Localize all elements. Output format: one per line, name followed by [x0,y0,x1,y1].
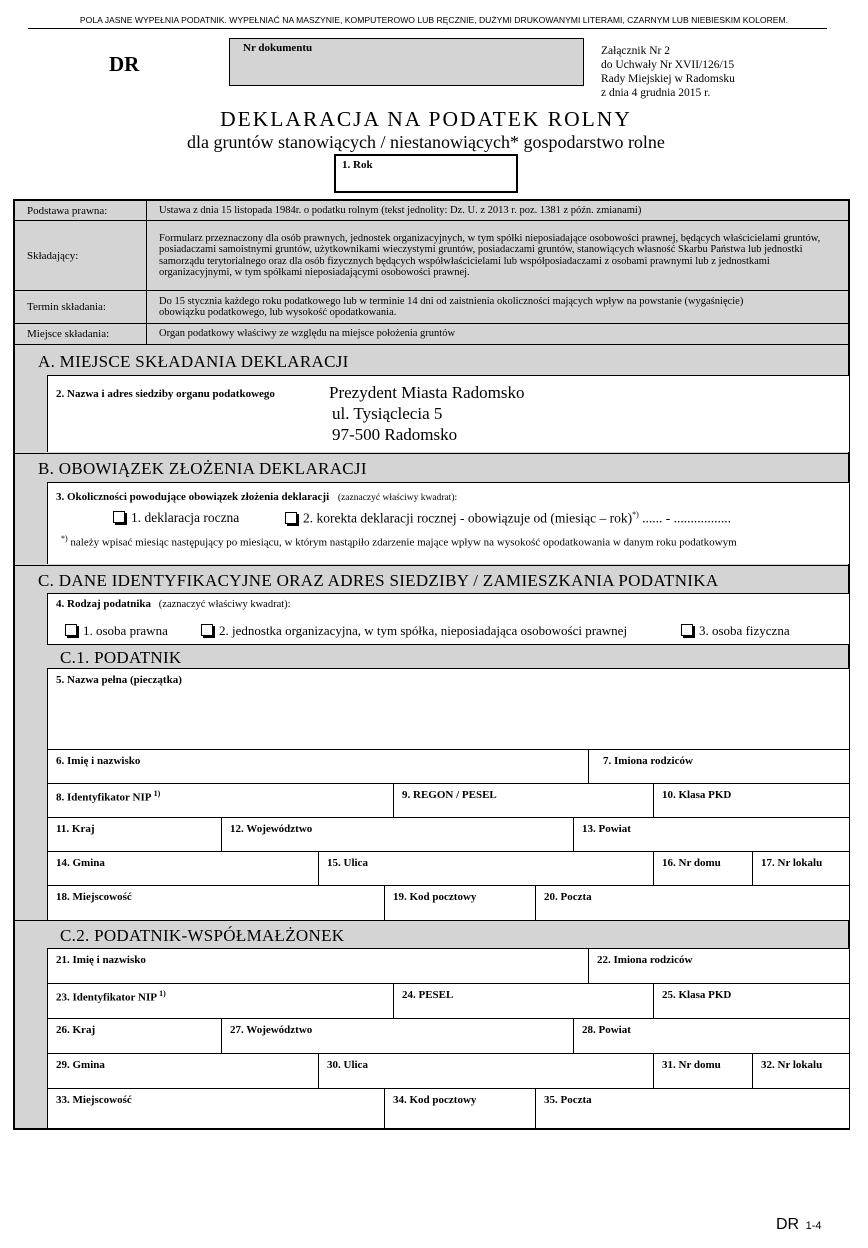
nip-field[interactable] [47,783,394,818]
annex-line: Załącznik Nr 2 [601,45,670,57]
spouse-name-surname-label: 21. Imię i nazwisko [56,954,146,966]
deadline-label: Termin składania: [27,301,106,313]
spouse-name-surname-field[interactable] [47,948,589,984]
post-office-field[interactable] [535,885,849,920]
name-surname-field[interactable] [47,749,589,784]
annex-info [601,44,735,100]
pkd-label: 10. Klasa PKD [662,789,732,801]
option-org-unit[interactable] [201,623,627,639]
spouse-house-number-field[interactable] [653,1053,753,1089]
obligation-footnote [61,534,737,549]
section-b-title: B. OBOWIĄZEK ZŁOŻENIA DEKLARACJI [38,459,367,478]
postal-code-field[interactable] [384,885,536,920]
option-legal-person[interactable] [65,623,168,639]
legal-basis-text: Ustawa z dnia 15 listopada 1984r. o podatku rolnym (tekst jednolity: Dz. U. z 2013 r. poz. 1381 z późn. zmianami) [159,204,642,216]
checkbox-annual[interactable] [113,511,125,523]
option-annual-label: 1. deklaracja roczna [131,510,240,525]
divider [14,453,850,454]
address-line: ul. Tysiąclecia 5 [332,404,443,423]
spouse-county-field[interactable] [573,1018,849,1054]
option-correction[interactable] [285,510,731,527]
obligation-hint: (zaznaczyć właściwy kwadrat): [337,493,458,503]
spouse-nip-label-text: 23. Identyfikator NIP [56,991,157,1004]
spouse-street-field[interactable] [318,1053,654,1089]
taxpayer-type-label [56,598,291,610]
footnote-text: należy wpisać miesiąc następujący po miesiącu, w którym nastąpiło zdarzenie mające wpływ na wysokość opodatkowania w danym roku podatkowym [70,536,737,549]
spouse-voivodeship-field[interactable] [221,1018,574,1054]
street-label: 15. Ulica [327,857,368,869]
apartment-number-field[interactable] [752,851,849,886]
county-field[interactable] [573,817,849,852]
country-field[interactable] [47,817,222,852]
place-label: Miejsce składania: [27,328,110,340]
commune-label: 14. Gmina [56,857,105,869]
street-field[interactable] [318,851,654,886]
year-field[interactable] [334,154,518,193]
form-code: DR [109,52,140,76]
filer-label: Składający: [27,249,79,262]
spouse-commune-label: 29. Gmina [56,1059,105,1071]
parents-names-field[interactable] [588,749,849,784]
spouse-street-label: 30. Ulica [327,1059,368,1071]
spouse-postal-code-field[interactable] [384,1088,536,1128]
spouse-nip-field[interactable] [47,983,394,1019]
option-legal-person-label: 1. osoba prawna [83,623,168,638]
table-column-divider [146,201,147,344]
city-label: 18. Miejscowość [56,891,132,903]
spouse-pesel-label: 24. PESEL [402,989,454,1001]
annex-line: do Uchwały Nr XVII/126/15 [601,59,735,71]
taxpayer-type-hint: (zaznaczyć właściwy kwadrat): [158,599,291,610]
voivodeship-label: 12. Województwo [230,823,313,835]
header-rule [28,28,827,29]
page-footer [776,1216,821,1234]
spouse-parents-names-field[interactable] [588,948,849,984]
legal-basis-label: Podstawa prawna: [27,204,108,217]
spouse-voivodeship-label: 27. Województwo [230,1024,313,1036]
commune-field[interactable] [47,851,319,886]
tax-office-address [329,382,524,445]
divider [14,920,850,921]
option-annual[interactable] [113,510,239,526]
taxpayer-type-label-text: 4. Rodzaj podatnika [56,598,152,610]
spouse-nip-label [56,989,166,1004]
country-label: 11. Kraj [56,823,95,835]
option-correction-label: 2. korekta deklaracji rocznej - obowiązuje od (miesiąc – rok) [303,510,633,526]
year-label: 1. Rok [342,159,373,171]
filer-text: Formularz przeznaczony dla osób prawnych, jednostek organizacyjnych, w tym spółki nieposiadające osobowości prawnej, będących właścicielami gruntów, posiadaczami samoistnymi gruntów, użytkownikami wieczystymi gruntów, posiadaczami gruntów, stanowiących własność Skarbu Państwa lub jednostki samorządu terytorialnego oraz dla osób fizycznych będących współwłaścicielami lub współposiadaczami z osobami prawnymi lub z jednostkami organizacyjnymi, w tym spółkami nieposiadającymi osobowości prawnej. [159,232,821,278]
doc-number-label: Nr dokumentu [243,42,313,54]
spouse-commune-field[interactable] [47,1053,319,1089]
address-line: Prezydent Miasta Radomsko [329,383,525,402]
annex-line: z dnia 4 grudnia 2015 r. [601,87,711,99]
spouse-parents-names-label: 22. Imiona rodziców [597,954,693,966]
correction-mark: *) [632,510,639,519]
checkbox-org-unit[interactable] [201,624,213,636]
divider [14,565,850,566]
divider [47,644,850,645]
footer-code: DR [776,1216,800,1233]
spouse-pesel-field[interactable] [393,983,654,1019]
spouse-apartment-number-field[interactable] [752,1053,849,1089]
spouse-nip-footnote-mark: 1) [159,989,166,998]
deadline-text: Do 15 stycznia każdego roku podatkowego lub w terminie 14 dni od zaistnienia okoliczności mających wpływ na powstanie (wygaśnięcie) obowiązku podatkowego, lub wysokość opodatkowania. [159,295,744,318]
parents-names-label: 7. Imiona rodziców [603,755,693,767]
spouse-post-office-label: 35. Poczta [544,1094,592,1106]
doc-number-box[interactable] [229,38,584,86]
spouse-pkd-field[interactable] [653,983,849,1019]
c2-title: C.2. PODATNIK-WSPÓŁMAŁŻONEK [60,926,345,945]
spouse-house-number-label: 31. Nr domu [662,1059,721,1071]
obligation-label-text: 3. Okoliczności powodujące obowiązek złożenia deklaracji [56,491,330,503]
spouse-county-label: 28. Powiat [582,1024,631,1036]
nip-footnote-mark: 1) [153,789,161,798]
voivodeship-field[interactable] [221,817,574,852]
nip-label [56,789,160,804]
footnote-mark: *) [61,534,68,543]
tax-office-field[interactable] [47,375,849,452]
spouse-postal-code-label: 34. Kod pocztowy [393,1094,477,1106]
regon-pesel-field[interactable] [393,783,654,818]
form-title: DEKLARACJA NA PODATEK ROLNY [220,107,632,131]
county-label: 13. Powiat [582,823,631,835]
option-natural-person-label: 3. osoba fizyczna [699,623,790,638]
regon-pesel-label: 9. REGON / PESEL [402,789,497,801]
pkd-field[interactable] [653,783,849,818]
form-subtitle: dla gruntów stanowiących / niestanowiących* gospodarstwo rolne [187,132,665,152]
fill-instructions: POLA JASNE WYPEŁNIA PODATNIK. WYPEŁNIAĆ NA MASZYNIE, KOMPUTEROWO LUB RĘCZNIE, DUŻYMI DRUKOWANYMI LITERAMI, CZARNYM LUB NIEBIESKIM KOLOREM. [79,15,789,25]
spouse-city-label: 33. Miejscowość [56,1094,132,1106]
obligation-label [56,491,457,503]
annex-line: Rady Miejskiej w Radomsku [601,73,735,85]
postal-code-label: 19. Kod pocztowy [393,891,477,903]
c1-title: C.1. PODATNIK [60,648,182,667]
checkbox-natural-person[interactable] [681,624,693,636]
house-number-field[interactable] [653,851,753,886]
checkbox-legal-person[interactable] [65,624,77,636]
tax-office-label: 2. Nazwa i adres siedziby organu podatkowego [56,388,275,400]
place-text: Organ podatkowy właściwy ze względu na miejsce położenia gruntów [159,328,456,340]
spouse-post-office-field[interactable] [535,1088,849,1128]
post-office-label: 20. Poczta [544,891,592,903]
option-natural-person[interactable] [681,623,790,639]
full-name-field[interactable] [47,668,849,750]
checkbox-correction[interactable] [285,512,297,524]
house-number-label: 16. Nr domu [662,857,721,869]
spouse-country-field[interactable] [47,1018,222,1054]
apartment-number-label: 17. Nr lokalu [761,857,823,869]
footer-page: 1-4 [805,1220,822,1232]
correction-date-blank[interactable]: ...... - ................. [642,510,732,526]
option-org-unit-label: 2. jednostka organizacyjna, w tym spółka, nieposiadająca osobowości prawnej [219,623,628,638]
nip-label-text: 8. Identyfikator NIP [56,791,151,804]
full-name-label: 5. Nazwa pełna (pieczątka) [56,674,182,686]
address-line: 97-500 Radomsko [332,425,458,444]
spouse-apartment-number-label: 32. Nr lokalu [761,1059,823,1071]
section-a-title: A. MIEJSCE SKŁADANIA DEKLARACJI [38,352,349,371]
spouse-pkd-label: 25. Klasa PKD [662,989,732,1001]
divider [14,344,850,345]
obligation-field [47,482,849,564]
taxpayer-type-field [47,593,849,644]
spouse-city-field[interactable] [47,1088,385,1128]
city-field[interactable] [47,885,385,920]
section-c-title: C. DANE IDENTYFIKACYJNE ORAZ ADRES SIEDZIBY / ZAMIESZKANIA PODATNIKA [38,571,719,590]
name-surname-label: 6. Imię i nazwisko [56,755,141,767]
spouse-country-label: 26. Kraj [56,1024,96,1036]
